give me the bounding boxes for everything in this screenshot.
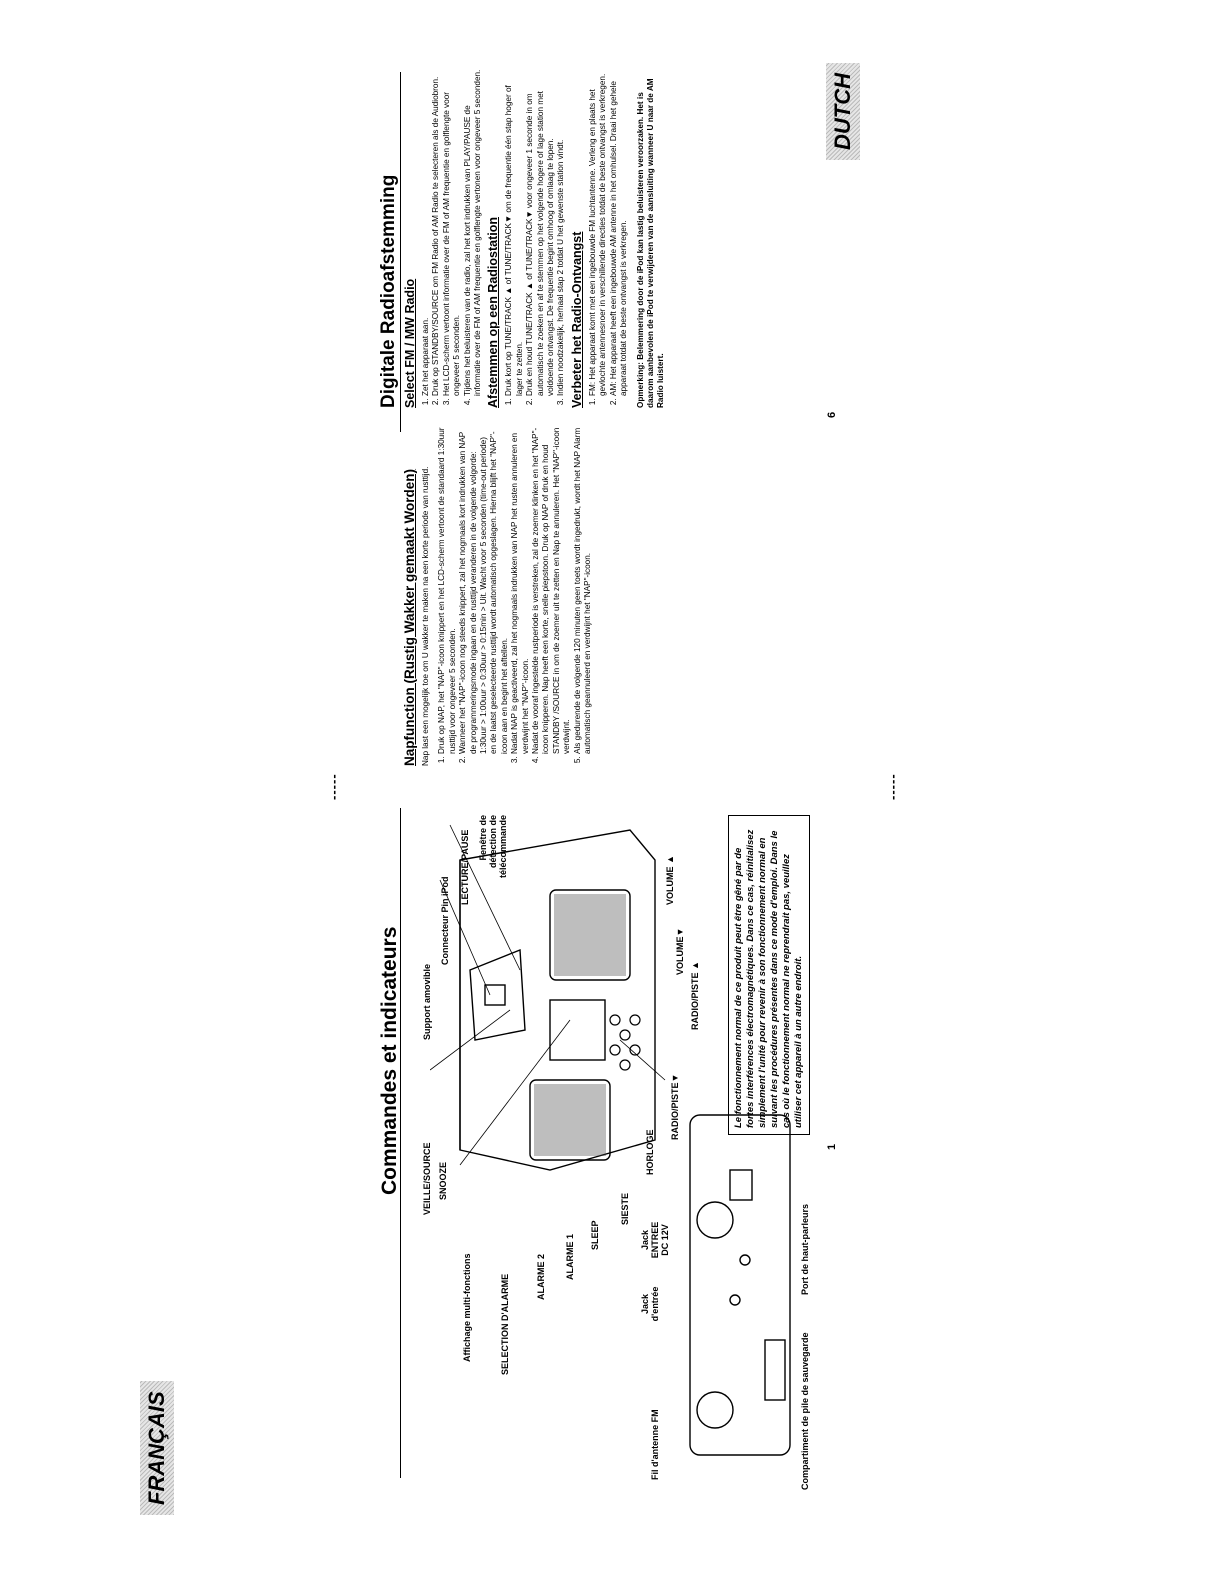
speaker-grille-bottom-fill — [534, 1084, 606, 1156]
label-compartiment-pile: Compartiment de pile de sauvegarde — [800, 1332, 810, 1490]
speaker-grille-top-fill — [554, 894, 626, 976]
list-item: 5. Als gedurende de volgende 120 minuten geen toets wordt ingedrukt, wordt het NAP Alarm automatisch geannuleerd en verdwijnt het "NAP"-icoon. — [573, 426, 594, 754]
page-number-left: 1 — [826, 1143, 838, 1150]
label-selection-alarme: SELECTION D'ALARME — [500, 1273, 510, 1375]
label-lecture: LECTURE/PAUSE — [460, 829, 470, 905]
ipod-connector — [485, 985, 505, 1005]
nl-remark: Opmerking: Belemmering door de iPod kan lastig beluisteren veroorzaken. Het is daarom aanbevolen de iPod te verwijderen van de aansluiting wanneer U naar de AM Radio luistert. — [635, 78, 666, 408]
nl-recv-title: Verbeter het Radio-Ontvangst — [569, 231, 584, 408]
rear-panel-outline — [690, 1115, 790, 1455]
rear-speaker-left — [697, 1392, 733, 1428]
list-item: 3. Indien noodzakelijk, herhaal stap 2 totdat U het gewenste station vindt. — [556, 68, 566, 396]
list-item: 2. Druk en houd TUNE/TRACK ▲ of TUNE/TRACK▼ voor ongeveer 1 seconde in om automatisch te zoeken en af te stemmen op het volgende hogere of lage station met voldoende ontvangst. De frequentie begint omhoog of omlaag te lopen. — [525, 68, 556, 396]
nl-radio-title: Digitale Radioafstemming — [378, 174, 399, 408]
list-item: 1. Druk op NAP, het "NAP"-icoon knippert en het LCD-scherm vertoont de standaard 1:30uur rusttijd voor ongeveer 5 seconden. — [437, 426, 458, 754]
nl-radio-column — [378, 68, 667, 408]
label-veille-source: VEILLE/SOURCE — [422, 1142, 432, 1215]
nl-nap-body — [421, 426, 594, 766]
nl-nap-column — [402, 426, 594, 766]
list-item: 1. FM: Het apparaat komt met een ingebouwde FM luchtantenne. Verleng en plaats het gevlochte antennesnoer in verschillende directies totdat de beste ontvangst is verkregen. — [588, 68, 609, 396]
label-jack-entree: Jack d'entrée — [640, 1286, 660, 1322]
label-sleep: SLEEP — [590, 1220, 600, 1250]
nl-nap-list — [437, 426, 593, 766]
label-horloge: HORLOGE — [645, 1129, 655, 1175]
line-in-jack — [730, 1295, 740, 1305]
label-volume-up: VOLUME ▲ — [665, 855, 675, 905]
control-button — [630, 1015, 640, 1025]
nl-recv-body — [588, 68, 667, 408]
list-item: 2. AM: Het apparaat heeft een ingebouwde AM antenne in het omhulsel. Draai het gehele apparaat totdat de beste ontvangst is verkregen. — [609, 68, 630, 396]
control-button — [610, 1045, 620, 1055]
list-item: 3. Nadat NAP is geactiveerd, zal het nogmaals indrukken van NAP het rusten annuleren en verdwijnt het "NAP"-icoon. — [510, 426, 531, 754]
label-fenetre: Fenêtre de détection de télécommande — [478, 815, 508, 879]
fr-page-title: Commandes et indicateurs — [378, 926, 401, 1195]
nl-nap-intro: Nap last een mogelijk toe om U wakker te maken na een korte periode van rusttijd. — [421, 466, 430, 766]
control-button — [620, 1060, 630, 1070]
nl-tune-body — [504, 68, 566, 408]
label-support: Support amovible — [422, 963, 432, 1040]
nl-recv-list — [588, 68, 630, 408]
rear-speaker-right — [697, 1202, 733, 1238]
label-radio-piste-up: RADIO/PISTE ▲ — [690, 961, 700, 1030]
label-affichage: Affichage multi-fonctions — [462, 1253, 472, 1362]
dash-marker-bottom: ----- — [885, 773, 900, 800]
fr-note-text: Le fonctionnement normal de ce produit peut être gêné par de fortes interférences électromagnétiques. Dans ce cas, réinitialisez simplement l'unité pour revenir à son fonctionnement normal en suivant les procédures présentes dans ce mode d'emploi. Dans le cas où le fonctionnement normal ne reprendrait pas, veuillez utiliser cet appareil à un autre endroit. — [733, 829, 804, 1128]
nl-select-list — [421, 68, 483, 408]
nl-tune-title: Afstemmen op een Radiostation — [486, 217, 501, 408]
fr-note-box — [728, 815, 810, 1135]
label-snooze: SNOOZE — [438, 1161, 448, 1200]
pointer-line — [430, 1010, 510, 1070]
list-item: 1. Zet het apparaat aan. — [421, 68, 431, 396]
label-alarme-1: ALARME 1 — [565, 1233, 575, 1280]
label-volume-down: VOLUME▼ — [675, 927, 685, 975]
list-item: 4. Nadat de vooraf ingestelde rustperiode is verstreken, zal de zoemer klinken en het "NAP"-icoon knipperen. Nap heeft een korte, snelle piepstoon. Druk op NAP of druk en houd STANDBY /SOURCE in om de zoemer uit te zetten en Nap te annuleren. Het "NAP"-icoon verdwijnt. — [531, 426, 573, 754]
lcd-display — [550, 1000, 605, 1060]
label-connecteur: Connecteur Pin iPod — [440, 876, 450, 965]
rear-slot-right — [730, 1170, 752, 1200]
nl-nap-title: Napfunction (Rustig Wakker gemaakt Worden) — [402, 468, 417, 766]
rear-slot-left — [765, 1340, 785, 1400]
nl-select-body — [421, 68, 483, 408]
list-item: 3. Het LCD-scherm vertoont informatie over de FM of AM frequentie en golflengte voor ongeveer 5 seconden. — [442, 68, 463, 396]
label-fil-antenne: Fil d'antenne FM — [650, 1409, 660, 1480]
dc-jack — [740, 1255, 750, 1265]
lang-badge-nl: DUTCH — [826, 63, 860, 160]
lang-badge-fr: FRANÇAIS — [140, 1381, 174, 1515]
control-button — [620, 1030, 630, 1040]
dash-marker-top: ----- — [326, 773, 341, 800]
nl-select-title: Select FM / MW Radio — [403, 278, 417, 408]
list-item: 1. Druk kort op TUNE/TRACK ▲ of TUNE/TRACK▼ om de frequentie één stap hoger of lager te zetten. — [504, 68, 525, 396]
label-port-haut-parleurs: Port de haut-parleurs — [800, 1203, 810, 1295]
control-button — [610, 1015, 620, 1025]
label-alarme-2: ALARME 2 — [536, 1253, 546, 1300]
label-radio-piste-down: RADIO/PISTE▼ — [670, 1073, 680, 1140]
list-item: 4. Tijdens het beluisteren van de radio, zal het kort indrukken van PLAY/PAUSE de informatie over de FM of AM frequentie en golflengte vertonen voor ongeveer 5 seconden. — [463, 68, 484, 396]
rear-panel-illustration — [685, 1110, 795, 1460]
label-sieste: SIESTE — [620, 1192, 630, 1225]
list-item: 2. Wanneer het "NAP"-icoon nog steeds knippert, zal het nogmaals kort indrukken van NAP de programmeringsmode ingaan en de rusttijd veranderen in de volgende volgorde: 1:30uur > 1:00uur > 0:30uur > 0:15min > Uit. Wacht voor 5 seconden (time-out periode) en de laatst geselecteerde rusttijd wordt automatisch opgeslagen. Hierna blijft het "NAP"-icoon aan en begint het aftellen. — [458, 426, 510, 754]
list-item: 2. Druk op STANDBY/SOURCE om FM Radio of AM Radio te selecteren als de Audiobron. — [431, 68, 441, 396]
nl-tune-list — [504, 68, 566, 408]
page-number-right: 6 — [826, 411, 838, 418]
label-jack-dc: Jack ENTREE DC 12V — [640, 1221, 670, 1259]
